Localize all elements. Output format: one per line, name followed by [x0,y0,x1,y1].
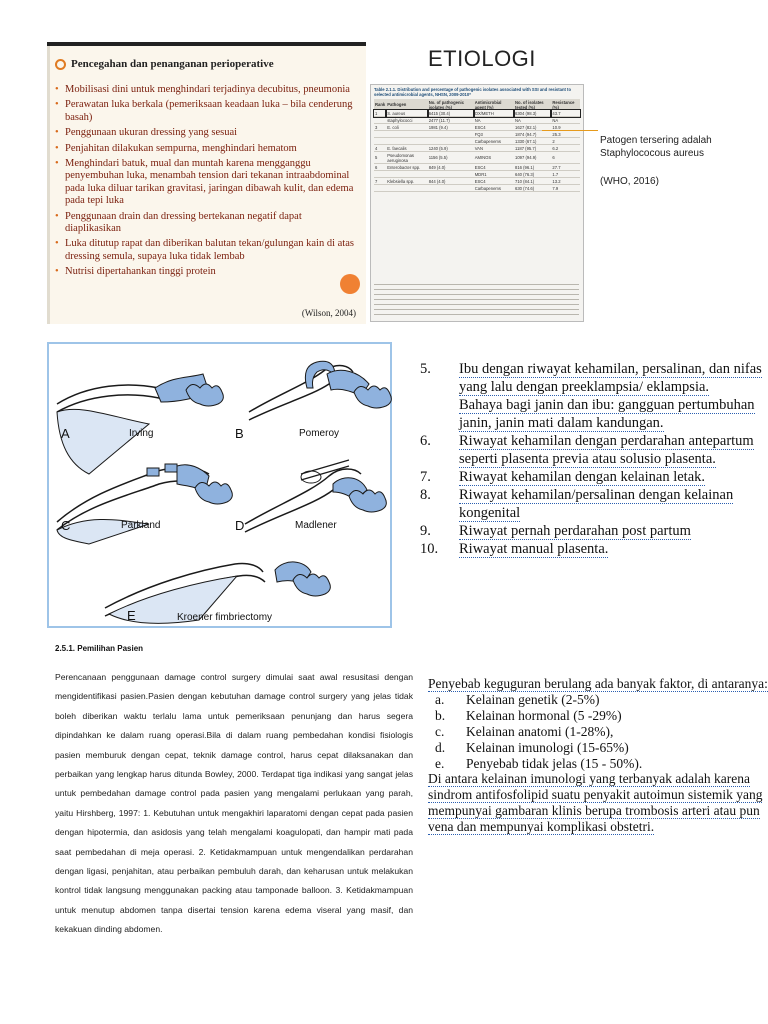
figure-letter: B [235,426,244,441]
table-row [374,152,580,164]
item-letter: b. [435,707,446,723]
table-row [374,185,580,192]
item-text: Riwayat kehamilan/persalinan dengan kelainan kongenital [459,487,734,521]
table-cell: 849 (4.0) [428,164,474,171]
table-cell: 13.2 [551,178,580,185]
item-text: Riwayat pernah perdarahan post partum [459,523,691,539]
table-cell [386,131,427,138]
figure-b-pomeroy [235,361,391,441]
table-header-cell: Antimicrobial agent (%) [474,99,514,110]
technique-label: Kroener fimbriectomy [177,612,273,623]
list-item: • Mobilisasi dini untuk menghindari terjadinya decubitus, pneumonia [55,84,355,96]
item-text: Kelainan hormonal (5 -29%) [466,707,622,723]
list-item: • Luka ditutup rapat dan diberikan balutan tekan/gulungan kain di atas dressing semula, supaya luka tidak lembab [55,238,355,263]
item-text: Bahaya bagi janin dan ibu: gangguan pertumbuhan janin, janin mati dalam kandungan. [459,397,755,431]
item-text: Riwayat manual plasenta. [459,541,609,557]
figure-c-parkland [57,464,232,544]
item-number: 5. [420,361,431,377]
table-cell [374,117,386,124]
risk-items [412,360,762,558]
table-row [374,131,580,138]
table-cell: 6304 (98.3) [514,110,551,117]
table-cell: MDR1 [474,171,514,178]
table-cell: FQ3 [474,131,514,138]
item-text: Riwayat kehamilan dengan kelainan letak. [459,469,706,485]
pointer-line [542,130,598,131]
list-item: • Nutrisi dipertahankan tinggi protein [55,266,355,278]
table-cell: 1187 (95.7) [514,145,551,152]
table-cell: 1627 (82.1) [514,124,551,131]
perioperative-slide [47,42,366,324]
figure-a-irving [57,374,223,474]
table-cell: 5 [374,152,386,164]
section-heading: 2.5.1. Pemilihan Pasien [55,644,144,653]
table-cell: 7 [374,178,386,185]
section-body: Perencanaan penggunaan damage control surgery dimulai saat awal resusitasi dengan mengidentifikasi pasien.Pasien dengan kebutuhan damage control surgery yang jelas tidak boleh diberikan waktu terlalu lama untuk pemeriksaan penunjang dan harus segera dipindahkan ke dalam ruang operasi.Bila di dalam ruang pembedahan kondisi fisiologis pasien memburuk dengan cepat, teknik damage control, harus cepat dilaksanakan dan perbaikan yang lengkap harus ditunda Bowley, 2000. Terdapat tiga indikasi yang sangat jelas untuk pembedahan damage control pada pasien yang mengalami perlukaan yang parah, yaitu Hirshberg, 1997: 1. Kebutuhan untuk mengakhiri laparatomi dengan cepat pada pasien dengan hipotermia, dan asidosis yang telah mengalami koagulopati, dan hampir mati pada saat pembedahan di meja operasi. 2. Ketidakmampuan untuk mengendalikan perdarahan dengan ligasi, penjahitan, atau perbaikan pembuluh darah, dan keharusan untuk melakukan kontrol tidak langsung menggunakan packing atau tamponade balloon. 3. Ketidakmampuan untuk menutup abdomen tanpa disertai tension karena edema viseral yang masif, dan kekakuan dinding abdomen. [55,672,413,935]
table-cell: 630 (74.6) [514,185,551,192]
risk-history-list [412,360,762,620]
table-cell: 43.7 [551,110,580,117]
table-cell: 640 (76.3) [514,171,551,178]
list-item [428,756,768,772]
table-cell: 1.7 [551,171,580,178]
pathogen-note: Patogen tersering adalah Staphylococous aureus [600,135,712,159]
figure-letter: D [235,518,245,533]
table-cell: NA [551,117,580,124]
table-header-cell: No. of isolates tested (%) [514,99,551,110]
table-row [374,117,580,124]
list-item: • Perawatan luka berkala (pemeriksaan keadaan luka – bila cenderung basah) [55,99,355,124]
list-item [428,708,768,724]
table-cell [386,138,427,145]
table-footnote [374,280,579,318]
table-cell: 1981 (9.4) [428,124,474,131]
table-cell: S. aureus [386,110,427,117]
table-row [374,145,580,152]
list-item [412,396,762,432]
table-header-cell: No. of pathogenic isolates (%) [428,99,474,110]
table-cell: 2477 (11.7) [428,117,474,124]
table-cell: VAN [474,145,514,152]
table-cell: Carbapenems [474,185,514,192]
technique-label: Madlener [295,520,337,531]
item-text: Kelainan anatomi (1-28%), [466,723,614,739]
table-cell: 1 [374,110,386,117]
perioperative-list [55,84,355,282]
list-item [412,432,762,468]
table-cell: 710 (84.1) [514,178,551,185]
item-number: 7. [420,469,431,485]
table-cell: 25.3 [551,131,580,138]
table-cell [428,138,474,145]
table-cell: 2 [551,138,580,145]
pathogen-grid [374,99,580,192]
etiologi-slide [366,42,728,320]
table-header-cell: Rank [374,99,386,110]
list-item [412,522,762,540]
table-cell: Enterobacter spp. [386,164,427,171]
table-row [374,138,580,145]
intro-text: Penyebab keguguran berulang ada banyak faktor, di antaranya: [428,676,768,691]
list-item: • Penggunaan drain dan dressing bertekanan negatif dapat diaplikasikan [55,211,355,236]
citation: (Wilson, 2004) [301,308,356,318]
orange-circle-icon [340,274,360,294]
table-header-cell: Resistance (%) [551,99,580,110]
item-number: 10. [420,541,439,557]
table-cell: Carbapenems [474,138,514,145]
table-cell: 4 [374,145,386,152]
table-cell: 3 [374,124,386,131]
table-cell [428,131,474,138]
slide-stripe [47,46,50,324]
table-cell: 6 [551,152,580,164]
miscarriage-causes-text [428,676,768,901]
table-cell: 27.7 [551,164,580,171]
table-cell: Pseudomonas aeruginosa [386,152,427,164]
table-cell: 1097 (94.9) [514,152,551,164]
table-row [374,178,580,185]
item-letter: a. [435,691,445,707]
slide-title: Pencegahan dan penanganan perioperative [55,58,274,70]
list-item [428,724,768,740]
patient-selection-text [47,642,420,935]
technique-label: Parkland [121,520,161,531]
table-header-cell: Pathogen [386,99,427,110]
item-number: 8. [420,487,431,503]
list-item [412,468,762,486]
technique-label: Pomeroy [299,428,340,439]
table-cell: 1874 (94.7) [514,131,551,138]
table-cell: 816 (96.1) [514,164,551,171]
table-cell [374,138,386,145]
table-cell: 6415 (30.4) [428,110,474,117]
slide-title: ETIOLOGI [428,46,536,71]
ring-bullet-icon [55,59,66,70]
list-item [428,740,768,756]
list-item: • Menghindari batuk, mual dan muntah karena mengganggu penyembuhan luka, menambah tension dari tekanan intraabdominal pada luka diluar tarikan gravitasi, jaringan dibawah kulit, dan edema pada tepi luka [55,158,355,208]
table-cell [386,171,427,178]
table-cell: ESC4 [474,124,514,131]
table-caption: Table 2.1.1. Distribution and percentage of pathogenic isolates associated with SSI and resistant to selected antimicrobial agents, NHSN, 2009-2010* [374,87,572,97]
list-item [428,692,768,708]
table-cell: OX/METH [474,110,514,117]
outro-text: Di antara kelainan imunologi yang terbanyak adalah karena sindrom antifosfolipid suatu penyakit autoimun sistemik yang mempunyai gambaran klinis berupa trombosis arteri atau pun vena dan mempunyai komplikasi obstetri. [428,771,763,835]
table-row [374,164,580,171]
figure-letter: C [61,518,71,533]
item-letter: d. [435,739,446,755]
table-cell [374,131,386,138]
table-cell: 1156 (5.5) [428,152,474,164]
figure-e-kroener [105,562,330,623]
cause-list [428,692,768,772]
figure-letter: E [127,608,136,623]
table-cell [374,185,386,192]
list-item [412,486,762,522]
table-cell: Klebsiella spp. [386,178,427,185]
item-text: Penyebab tidak jelas (15 - 50%). [466,755,643,771]
table-cell: 7.9 [551,185,580,192]
list-item: • Penjahitan dilakukan sempurna, menghindari hematom [55,143,355,155]
list-item [412,360,762,396]
table-cell [386,185,427,192]
item-number: 6. [420,433,431,449]
table-cell: 10.9 [551,124,580,131]
table-cell: NA [514,117,551,124]
item-number: 9. [420,523,431,539]
table-cell: NA [474,117,514,124]
table-cell: ESC4 [474,164,514,171]
table-cell: 6 [374,164,386,171]
item-text: Kelainan genetik (2-5%) [466,691,600,707]
table-cell: staphylococci [386,117,427,124]
figure-d-madlener [235,460,386,533]
figure-letter: A [61,426,70,441]
technique-label: Irving [129,428,154,439]
table-cell: 1330 (67.1) [514,138,551,145]
tubal-ligation-diagram [47,342,392,628]
item-letter: e. [435,755,445,771]
table-cell [374,171,386,178]
table-cell: E. coli [386,124,427,131]
item-text: Riwayat kehamilan dengan perdarahan antepartum seperti plasenta previa atau solusio plasenta. [459,433,754,467]
ligation-figure [49,344,390,626]
table-cell: 6.2 [551,145,580,152]
table-cell: AMINOS [474,152,514,164]
table-cell: 1240 (5.9) [428,145,474,152]
item-text: Kelainan imunologi (15-65%) [466,739,629,755]
table-cell [428,171,474,178]
pathogen-table [370,84,584,322]
item-text: Ibu dengan riwayat kehamilan, persalinan, dan nifas yang lalu dengan preeklampsia/ eklampsia. [459,361,762,395]
list-item: • Penggunaan ukuran dressing yang sesuai [55,127,355,139]
table-cell [428,185,474,192]
table-cell: ESC4 [474,178,514,185]
list-item [412,540,762,558]
table-cell: 844 (4.0) [428,178,474,185]
item-letter: c. [435,723,445,739]
source-citation: (WHO, 2016) [600,176,659,187]
table-cell: E. faecalis [386,145,427,152]
table-row [374,171,580,178]
